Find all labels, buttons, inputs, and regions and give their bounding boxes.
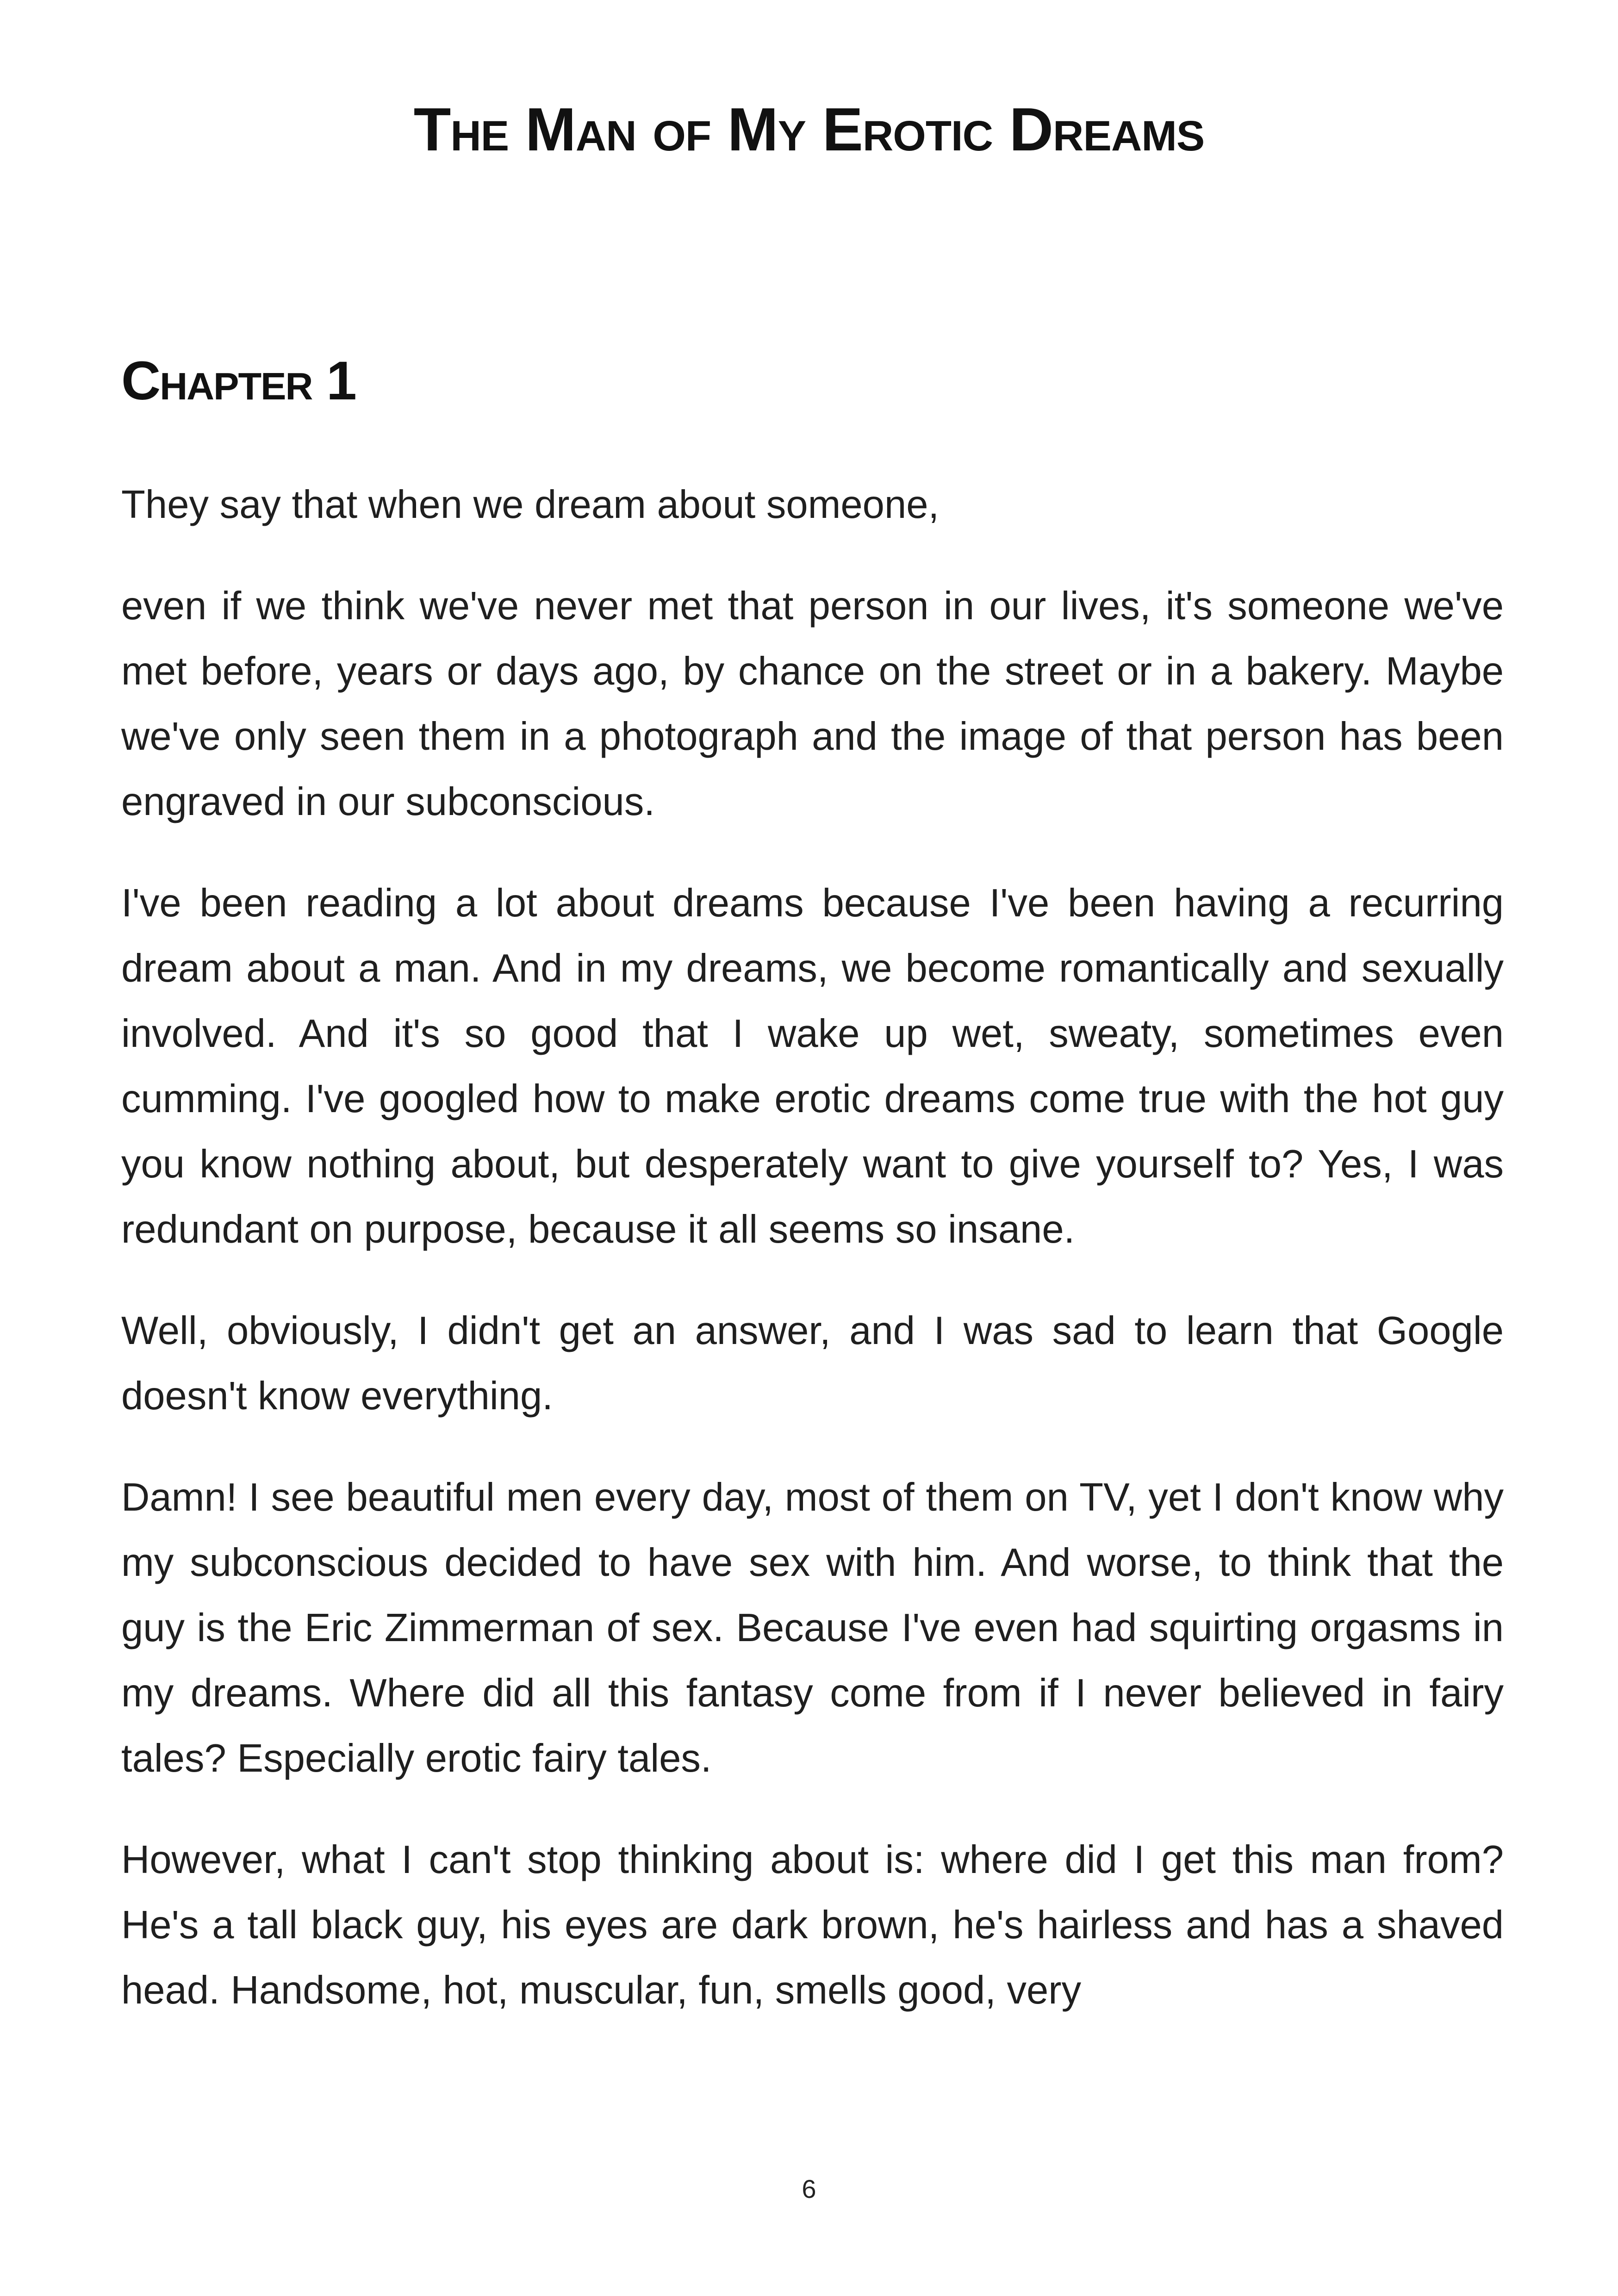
paragraph-5: Damn! I see beautiful men every day, most of them on TV, yet I don't know why my subconscious decided to have sex with him. And worse, to think that the guy is the Eric Zimmerman of sex. Because I've even had squirting orgasms in my dreams. Where did all this fantasy come from if I never believed in fairy tales? Especially erotic fairy tales. [121,1475,1504,1780]
book-title: The Man of My Erotic Dreams [413,95,1205,163]
paragraph-6: However, what I can't stop thinking about is: where did I get this man from? He's a tall black guy, his eyes are dark brown, he's hairless and has a shaved head. Handsome, hot, muscular, fun, smells good, very [121,1838,1504,2012]
page-number: 6 [802,2174,816,2203]
paragraph-2: even if we think we've never met that person in our lives, it's someone we've met before, years or days ago, by chance on the street or in a bakery. Maybe we've only seen them in a photograph and the image of that person has been engraved in our subconscious. [121,584,1504,824]
chapter-body [121,472,1504,2059]
paragraph-4: Well, obviously, I didn't get an answer, and I was sad to learn that Google doesn't know everything. [121,1309,1504,1418]
paragraph-3: I've been reading a lot about dreams because I've been having a recurring dream about a man. And in my dreams, we become romantically and sexually involved. And it's so good that I wake up wet, sweaty, sometimes even cumming. I've googled how to make erotic dreams come true with the hot guy you know nothing about, but desperately want to give yourself to? Yes, I was redundant on purpose, because it all seems so insane. [121,881,1504,1251]
paragraph-1: They say that when we dream about someone, [121,483,940,527]
chapter-heading: Chapter 1 [121,350,356,411]
